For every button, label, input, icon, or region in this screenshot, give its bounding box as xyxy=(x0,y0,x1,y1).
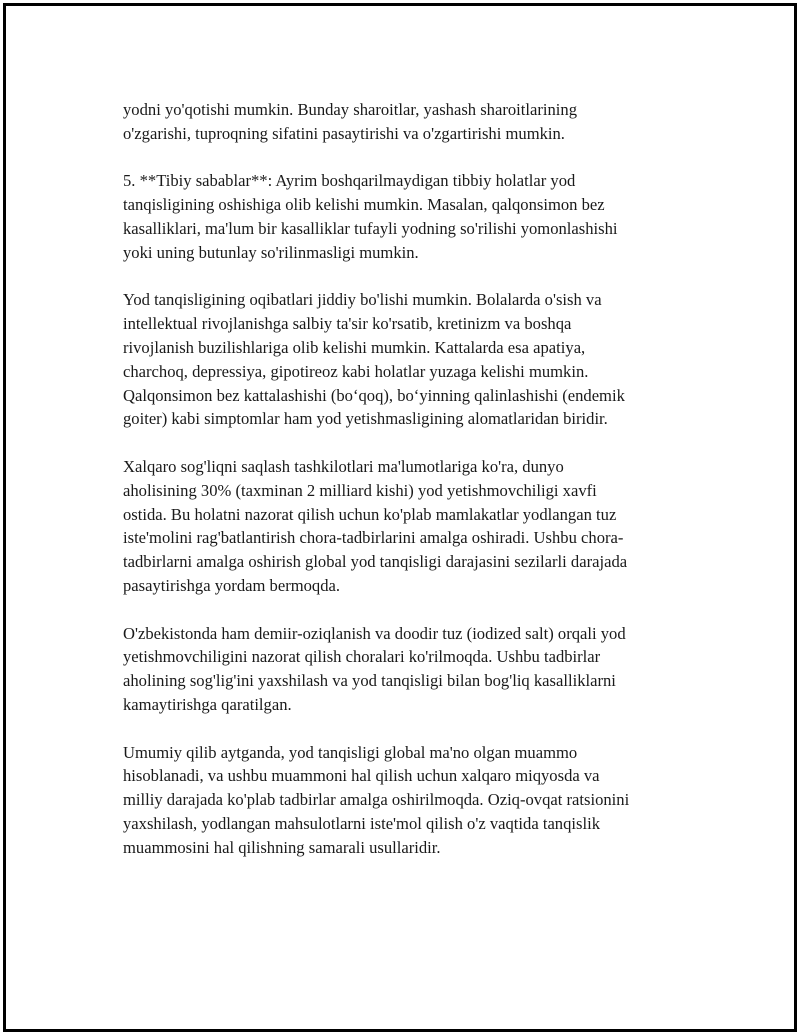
text-line: aholining sog'lig'ini yaxshilash va yod tanqisligi bilan bog'liq kasalliklarni xyxy=(123,671,616,691)
text-line: Qalqonsimon bez kattalashishi (bo‘qoq), bo‘yinning qalinlashishi (endemik xyxy=(123,385,625,405)
paragraph xyxy=(123,455,693,598)
paragraph xyxy=(123,169,693,264)
paragraph xyxy=(123,288,693,431)
text-line: o'zgarishi, tuproqning sifatini pasaytirishi va o'zgartirishi mumkin. xyxy=(123,123,565,143)
text-line: aholisining 30% (taxminan 2 milliard kishi) yod yetishmovchiligi xavfi xyxy=(123,480,597,500)
page-border xyxy=(3,3,797,1032)
text-line: tadbirlarni amalga oshirish global yod tanqisligi darajasini sezilarli darajada xyxy=(123,552,628,572)
text-line: goiter) kabi simptomlar ham yod yetishmasligining alomatlaridan biridir. xyxy=(123,409,608,429)
text-line: pasaytirishga yordam bermoqda. xyxy=(123,575,341,595)
text-line: yoki uning butunlay so'rilinmasligi mumkin. xyxy=(123,242,419,262)
text-line: ostida. Bu holatni nazorat qilish uchun ko'plab mamlakatlar yodlangan tuz xyxy=(123,504,617,524)
text-line: yaxshilash, yodlangan mahsulotlarni iste'mol qilish o'z vaqtida tanqislik xyxy=(123,813,600,833)
paragraph xyxy=(123,741,693,860)
text-line: kamaytirishga qaratilgan. xyxy=(123,694,292,714)
paragraph xyxy=(123,98,693,146)
text-line: milliy darajada ko'plab tadbirlar amalga oshirilmoqda. Oziq-ovqat ratsionini xyxy=(123,790,630,810)
text-line: iste'molini rag'batlantirish chora-tadbirlarini amalga oshiradi. Ushbu chora- xyxy=(123,528,624,548)
text-line: tanqisligining oshishiga olib kelishi mumkin. Masalan, qalqonsimon bez xyxy=(123,195,605,215)
document-body xyxy=(123,98,693,883)
text-line: 5. **Tibiy sabablar**: Ayrim boshqarilmaydigan tibbiy holatlar yod xyxy=(123,171,576,191)
text-line: intellektual rivojlanishga salbiy ta'sir ko'rsatib, kretinizm va boshqa xyxy=(123,314,572,334)
text-line: kasalliklari, ma'lum bir kasalliklar tufayli yodning so'rilishi yomonlashishi xyxy=(123,218,618,238)
text-line: Umumiy qilib aytganda, yod tanqisligi global ma'no olgan muammo xyxy=(123,742,578,762)
text-line: charchoq, depressiya, gipotireoz kabi holatlar yuzaga kelishi mumkin. xyxy=(123,361,589,381)
text-line: muammosini hal qilishning samarali usullaridir. xyxy=(123,837,441,857)
text-line: hisoblanadi, va ushbu muammoni hal qilish uchun xalqaro miqyosda va xyxy=(123,766,600,786)
text-line: O'zbekistonda ham demiir-oziqlanish va doodir tuz (iodized salt) orqali yod xyxy=(123,623,626,643)
text-line: Yod tanqisligining oqibatlari jiddiy bo'lishi mumkin. Bolalarda o'sish va xyxy=(123,290,602,310)
text-line: yodni yo'qotishi mumkin. Bunday sharoitlar, yashash sharoitlarining xyxy=(123,100,577,119)
text-line: rivojlanish buzilishlariga olib kelishi mumkin. Kattalarda esa apatiya, xyxy=(123,337,586,357)
text-line: yetishmovchiligini nazorat qilish choralari ko'rilmoqda. Ushbu tadbirlar xyxy=(123,647,601,667)
text-line: Xalqaro sog'liqni saqlash tashkilotlari ma'lumotlariga ko'ra, dunyo xyxy=(123,456,564,476)
paragraph xyxy=(123,622,693,717)
